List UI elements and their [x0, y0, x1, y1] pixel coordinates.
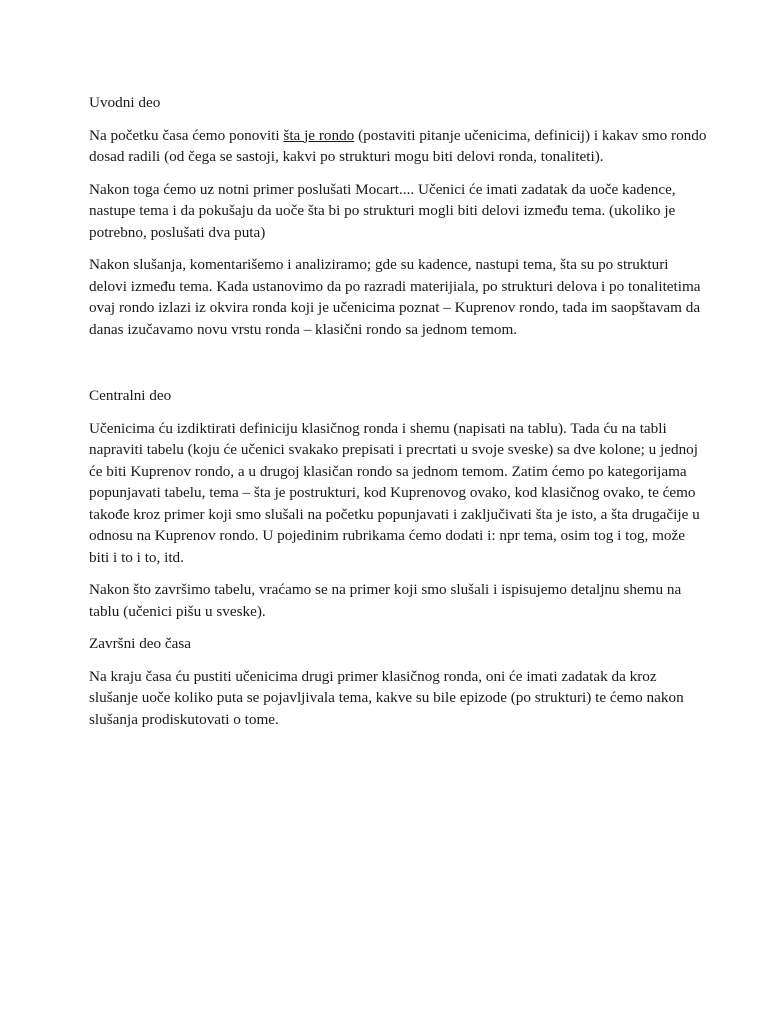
intro-p1-text-before: Na početku časa ćemo ponoviti: [89, 126, 284, 144]
section-spacer: [89, 351, 709, 385]
intro-p1-text-after: (postaviti pitanje učenicima, definicij) i kakav smo rondo dosad radili (od čega se sastoji, kakvi po strukturi mogu biti delovi ronda, tonaliteti).: [89, 126, 707, 165]
section-heading-final: Završni deo časa: [89, 635, 192, 652]
section-heading-central: Centralni deo: [89, 387, 172, 404]
central-paragraph-2: Nakon što završimo tabelu, vraćamo se na primer koji smo slušali i ispisujemo detaljnu shemu na tablu (učenici pišu u sveske).: [89, 581, 682, 620]
central-paragraph-1: Učenicima ću izdiktirati definiciju klasičnog ronda i shemu (napisati na tablu). Tada ću na tabli napraviti tabelu (koju će učenici svakako prepisati i precrtati u svoje sveske) sa dve kolone; u jednoj će biti Kuprenov rondo, a u drugoj klasičan rondo sa jednom temom. Zatim ćemo po kategorijama popunjavati tabelu, tema – šta je postrukturi, kod Kuprenovog ovako, kod klasičnog ovako, te ćemo takođe kroz primer koji smo slušali na početku popunjavati i zaključivati šta je isto, a šta drugačije u odnosu na Kuprenov rondo. U pojedinim rubrikama ćemo dodati i: npr tema, osim tog i tog, može biti i to i to, itd.: [89, 419, 700, 566]
document-page: [89, 92, 709, 741]
section-heading-intro: Uvodni deo: [89, 94, 161, 111]
intro-paragraph-1: [89, 125, 709, 168]
intro-paragraph-3: Nakon slušanja, komentarišemo i analiziramo; gde su kadence, nastupi tema, šta su po strukturi delovi između tema. Kada ustanovimo da po razradi materijiala, po strukturi delova i po tonalitetima ovaj rondo izlazi iz okvira ronda koji je učenicima poznat – Kuprenov rondo, tada im saopštavam da danas izučavamo novu vrstu ronda – klasični rondo sa jednom temom.: [89, 256, 701, 338]
intro-paragraph-2: Nakon toga ćemo uz notni primer poslušati Mocart.... Učenici će imati zadatak da uoče kadence, nastupe tema i da pokušaju da uoče šta bi po strukturi mogli biti delovi između tema. (ukoliko je potrebno, poslušati dva puta): [89, 180, 676, 241]
underlined-phrase: šta je rondo: [283, 126, 355, 144]
final-paragraph-1: Na kraju časa ću pustiti učenicima drugi primer klasičnog ronda, oni će imati zadatak da kroz slušanje uoče koliko puta se pojavljivala tema, kakve su bile epizode (po strukturi) te ćemo nakon slušanja prodiskutovati o tome.: [89, 667, 684, 728]
